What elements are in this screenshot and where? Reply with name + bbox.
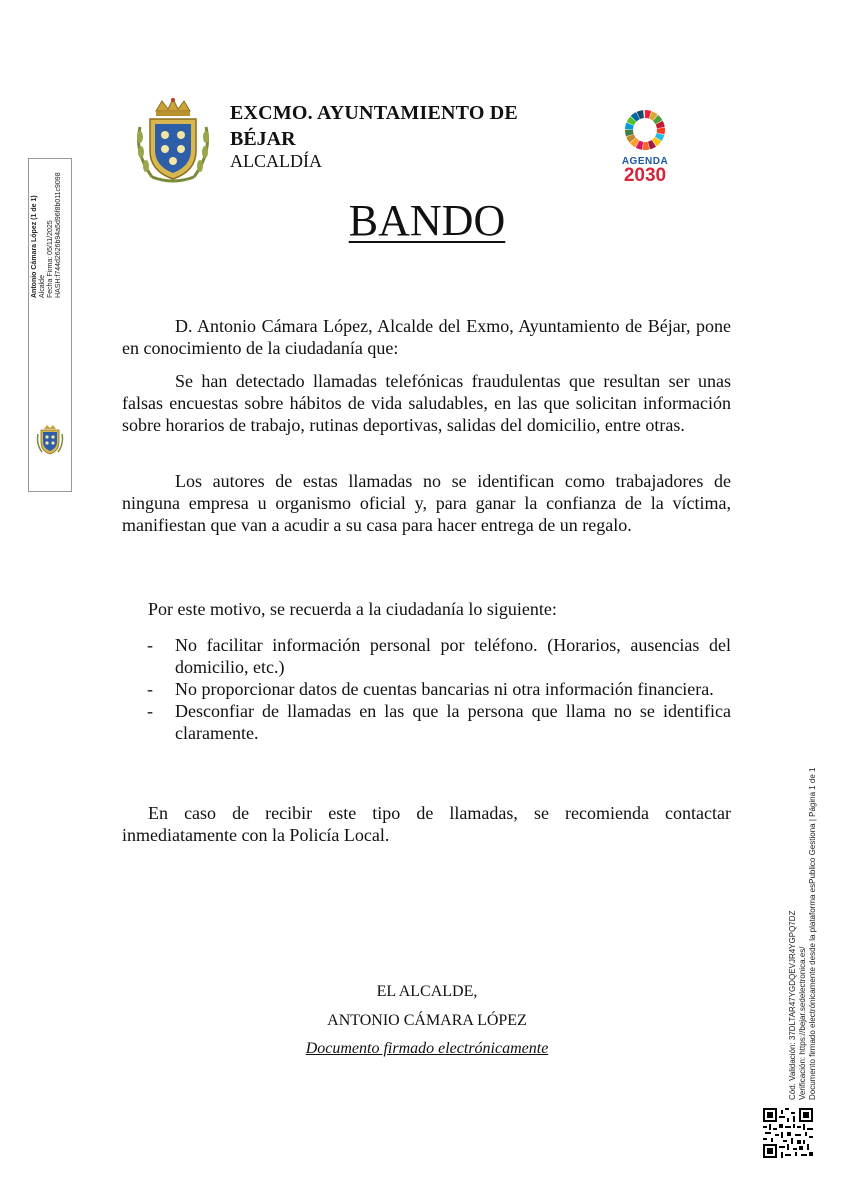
validation-url[interactable]: Verificación: https://bejar.sedelectronica.es/	[798, 946, 807, 1100]
signature-role: EL ALCALDE,	[376, 983, 478, 1000]
list-item: - No facilitar información personal por teléfono. (Horarios, ausencias del domicilio, etc.)	[147, 635, 731, 677]
org-department: ALCALDÍA	[230, 151, 322, 171]
list-dash: -	[147, 635, 153, 655]
org-name-line1: EXCMO. AYUNTAMIENTO DE	[230, 102, 518, 124]
signature-name: ANTONIO CÁMARA LÓPEZ	[327, 1012, 527, 1029]
bejar-crest-icon	[132, 97, 214, 185]
callers-paragraph: Los autores de estas llamadas no se identifican como trabajadores de ninguna empresa u organismo oficial y, para ganar la confianza de la víctima, manifiestan que van a acudir a su casa para hacer entrega de un regalo.	[122, 471, 731, 535]
stamp-hash: HASH:f744d2626b94a5d96f8b011c9098	[55, 172, 62, 298]
list-dash: -	[147, 679, 153, 699]
reminder-intro: Por este motivo, se recuerda a la ciudadanía lo siguiente:	[148, 599, 557, 619]
sdg-wheel-icon	[612, 106, 678, 156]
closing-paragraph: En caso de recibir este tipo de llamadas, se recomienda contactar inmediatamente con la Policía Local.	[122, 803, 731, 845]
qr-code-icon	[763, 1108, 813, 1158]
stamp-role: Alcalde	[39, 275, 46, 298]
fraud-description-paragraph: Se han detectado llamadas telefónicas fraudulentas que resultan ser unas falsas encuestas sobre hábitos de vida saludables, en las que solicitan información sobre horarios de trabajo, rutinas deportivas, salidas del domicilio, entre otras.	[122, 371, 731, 435]
signature-note: Documento firmado electrónicamente	[305, 1040, 549, 1057]
stamp-signer: Antonio Cámara López (1 de 1)	[31, 195, 38, 298]
org-name-line2: BÉJAR	[230, 128, 296, 150]
signature-stamp-text	[31, 172, 63, 298]
validation-text	[788, 768, 818, 1101]
stamp-date: Fecha Firma: 05/11/2025	[47, 220, 54, 298]
page-title: BANDO	[348, 196, 506, 245]
recommendation-list	[122, 634, 731, 744]
agenda-label: AGENDA	[621, 156, 669, 167]
agenda-2030-logo	[612, 106, 678, 188]
validation-platform: Documento firmado electrónicamente desde la plataforma esPublico Gestiona | Página 1 de 1	[808, 767, 817, 1100]
validation-code: Cód. Validación: 37DLTAR47YGDQEVJR4YGPQ7DZ	[788, 910, 797, 1100]
list-item: - Desconfiar de llamadas en las que la persona que llama no se identifica claramente.	[147, 701, 731, 743]
list-item: - No proporcionar datos de cuentas bancarias ni otra información financiera.	[147, 679, 714, 699]
intro-paragraph: D. Antonio Cámara López, Alcalde del Exmo, Ayuntamiento de Béjar, pone en conocimiento de la ciudadanía que:	[122, 316, 731, 358]
agenda-year: 2030	[623, 165, 667, 186]
stamp-crest-icon	[36, 424, 64, 456]
list-dash: -	[147, 701, 153, 721]
